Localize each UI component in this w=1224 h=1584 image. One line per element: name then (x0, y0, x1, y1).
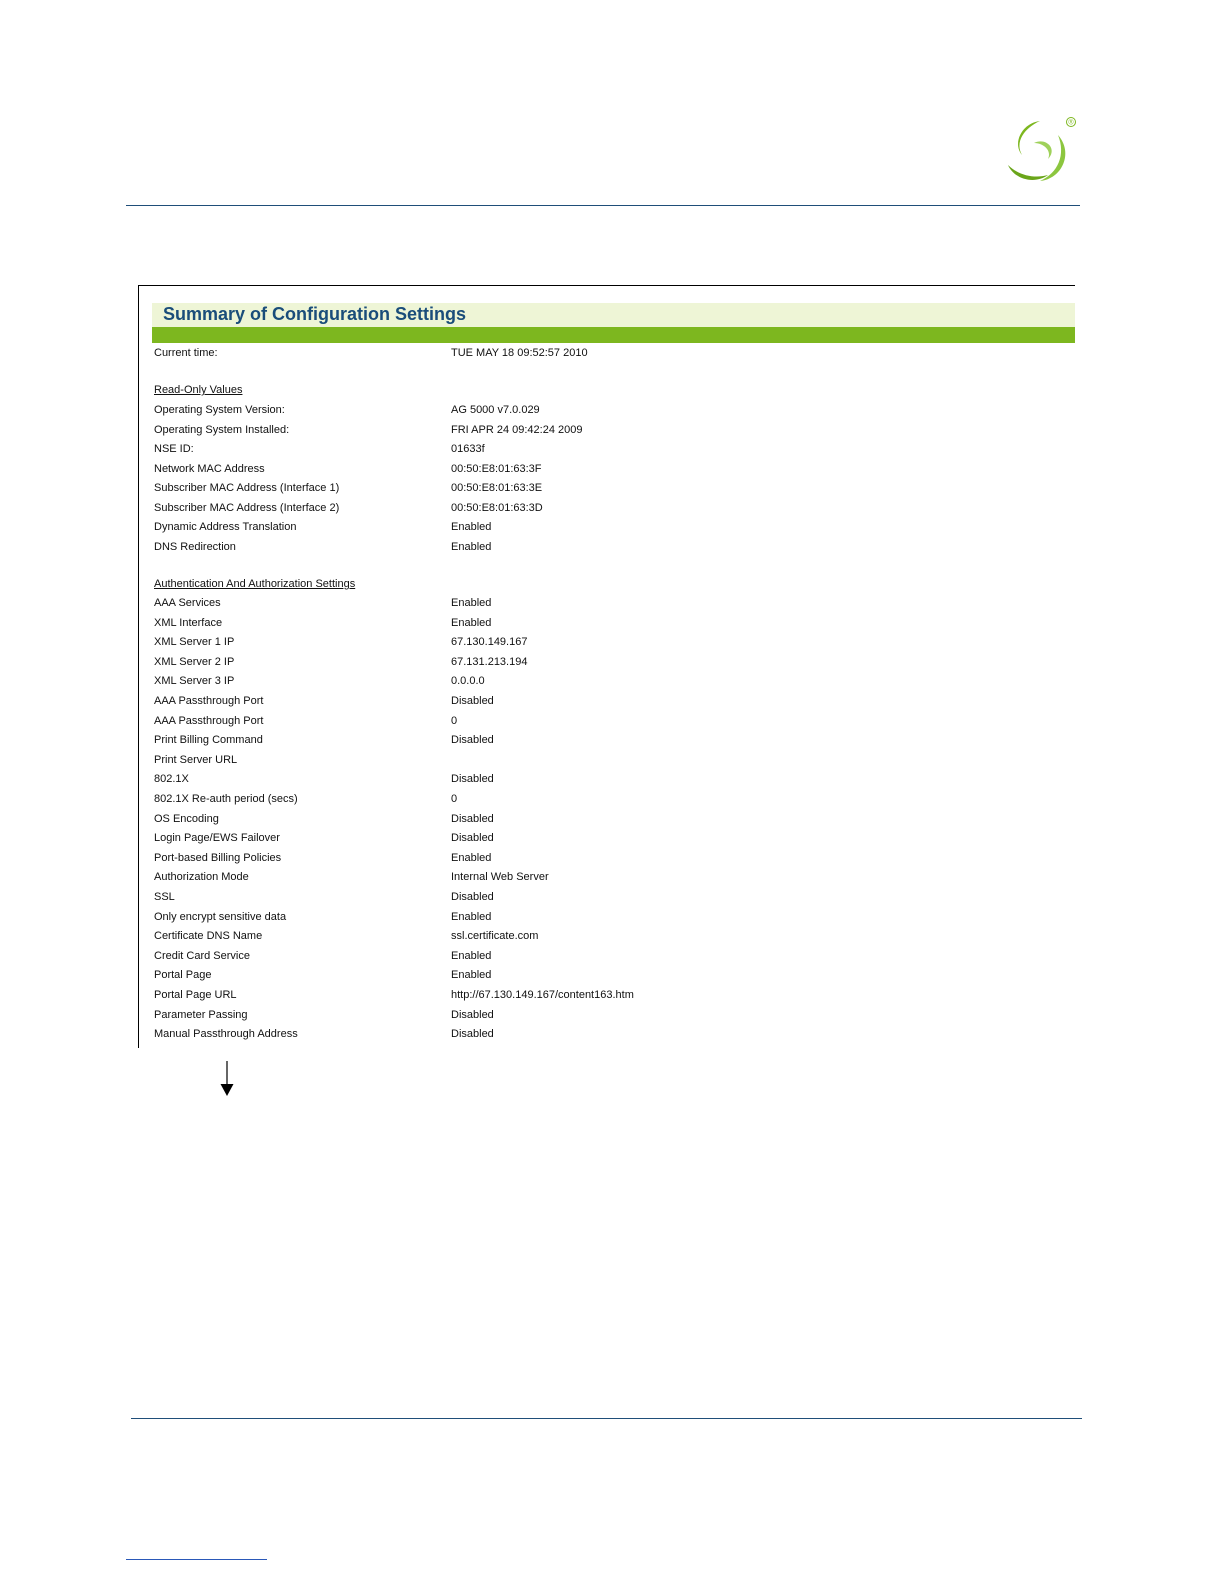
setting-label: NSE ID: (154, 443, 194, 455)
setting-value: Disabled (451, 1008, 494, 1021)
swirl-logo-icon (1000, 113, 1080, 185)
setting-value: Enabled (451, 969, 492, 982)
setting-label: Subscriber MAC Address (Interface 2) (154, 501, 340, 514)
setting-label: DNS Redirection (154, 540, 236, 553)
setting-label: Operating System Installed: (154, 423, 290, 436)
setting-label: XML Interface (154, 616, 223, 629)
setting-label: Print Server URL (154, 753, 238, 766)
setting-label: AAA Services (154, 597, 221, 609)
accent-bar (152, 327, 1075, 343)
footnote-rule (126, 1559, 267, 1560)
setting-label: Subscriber MAC Address (Interface 1) (154, 482, 340, 494)
setting-label: Portal Page (154, 969, 212, 982)
readonly-heading: Read-Only Values (154, 384, 243, 396)
setting-label: Port-based Billing Policies (154, 851, 282, 864)
setting-value: 00:50:E8:01:63:3F (451, 462, 542, 475)
arrow-down-icon (219, 1061, 235, 1097)
setting-value: Enabled (451, 521, 492, 533)
setting-label: Credit Card Service (154, 949, 250, 962)
setting-label: Operating System Version: (154, 404, 285, 416)
setting-value: FRI APR 24 09:42:24 2009 (451, 423, 583, 436)
setting-label: Login Page/EWS Failover (154, 832, 280, 845)
setting-value: 0 (451, 714, 458, 727)
setting-value: Disabled (451, 812, 494, 825)
setting-label: Parameter Passing (154, 1008, 248, 1021)
setting-value: AG 5000 v7.0.029 (451, 404, 540, 416)
setting-value: Disabled (451, 695, 494, 707)
setting-label: Manual Passthrough Address (154, 1028, 298, 1041)
setting-label: Dynamic Address Translation (154, 521, 297, 533)
setting-label: Print Billing Command (154, 734, 263, 747)
setting-value: Enabled (451, 540, 492, 553)
setting-value: Enabled (451, 949, 492, 962)
setting-value: 0 (451, 793, 458, 805)
setting-label: Network MAC Address (154, 462, 265, 475)
setting-value: Enabled (451, 851, 492, 864)
setting-label: Portal Page URL (154, 989, 237, 1001)
current-time-value: TUE MAY 18 09:52:57 2010 (451, 347, 588, 359)
auth-heading: Authentication And Authorization Settings (154, 578, 356, 590)
setting-label: 802.1X (154, 773, 189, 786)
setting-label: SSL (154, 891, 175, 903)
setting-label: XML Server 1 IP (154, 636, 235, 649)
setting-value: Enabled (451, 616, 492, 629)
setting-value: 00:50:E8:01:63:3D (451, 501, 543, 514)
setting-value: 0.0.0.0 (451, 675, 485, 688)
setting-value: 00:50:E8:01:63:3E (451, 482, 543, 494)
title-bar (152, 303, 1075, 327)
setting-label: AAA Passthrough Port (154, 714, 264, 727)
current-time-label: Current time: (154, 347, 218, 359)
setting-value: Disabled (451, 1028, 494, 1041)
setting-label: XML Server 2 IP (154, 655, 235, 668)
setting-label: Only encrypt sensitive data (154, 910, 287, 923)
setting-value: 67.130.149.167 (451, 636, 528, 649)
setting-value: Disabled (451, 832, 494, 845)
setting-label: Authorization Mode (154, 871, 249, 884)
setting-label: XML Server 3 IP (154, 675, 235, 688)
setting-value: Disabled (451, 773, 494, 786)
setting-value: Enabled (451, 910, 492, 923)
setting-label: Certificate DNS Name (154, 930, 263, 943)
setting-value: http://67.130.149.167/content163.htm (451, 989, 634, 1001)
config-summary-panel (138, 285, 1075, 1048)
setting-label: OS Encoding (154, 812, 219, 825)
setting-value: Enabled (451, 597, 492, 609)
setting-label: 802.1X Re-auth period (secs) (154, 793, 298, 805)
setting-value: 01633f (451, 443, 485, 455)
setting-value: ssl.certificate.com (451, 930, 539, 943)
setting-label: AAA Passthrough Port (154, 695, 264, 707)
registered-mark: ® (1068, 119, 1074, 127)
page-title: Summary of Configuration Settings (163, 304, 467, 324)
setting-value: Disabled (451, 734, 494, 747)
setting-value: Internal Web Server (451, 871, 549, 884)
setting-value: 67.131.213.194 (451, 655, 528, 668)
footer-rule (131, 1418, 1082, 1419)
header-rule (126, 205, 1080, 206)
setting-value: Disabled (451, 891, 494, 903)
